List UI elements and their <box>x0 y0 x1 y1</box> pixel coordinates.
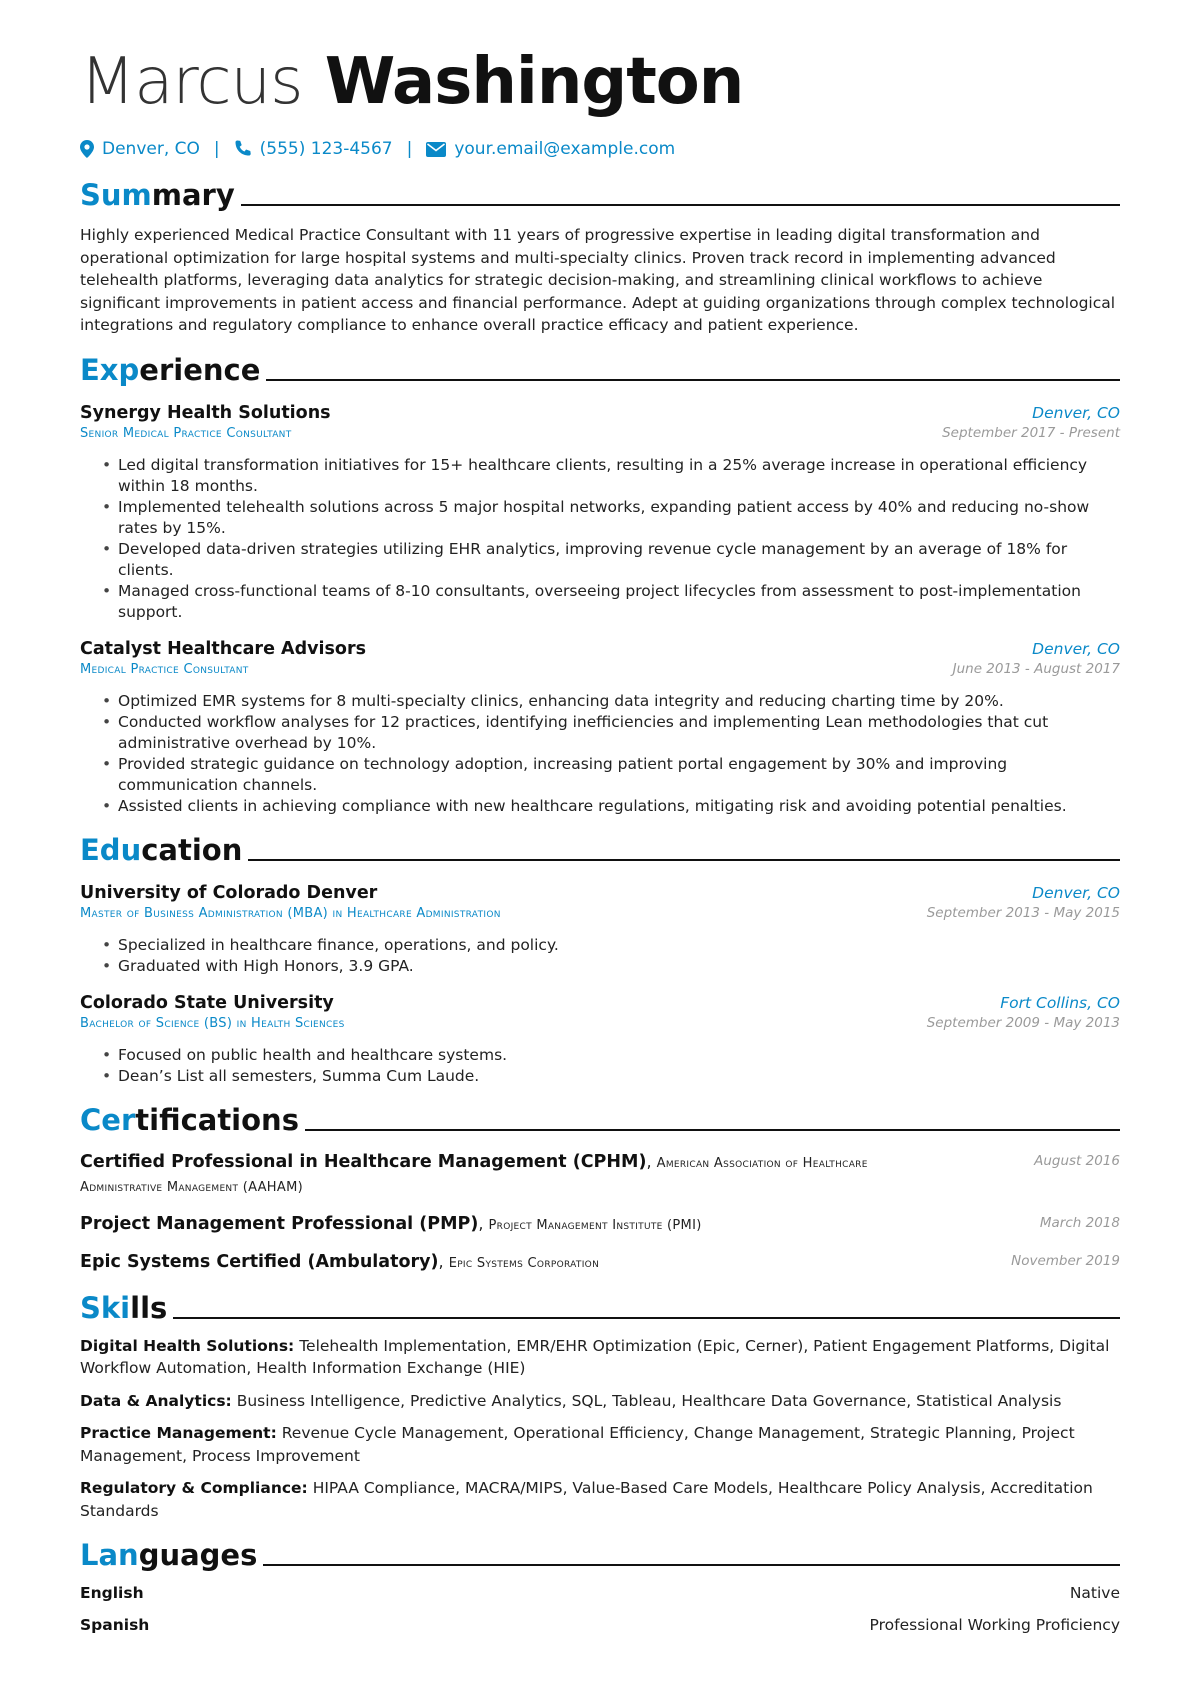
certification-title: Project Management Professional (PMP) <box>80 1213 479 1234</box>
contact-separator: | <box>406 139 413 159</box>
certification-date: August 2016 <box>1034 1152 1120 1169</box>
certification-issuer: American Association of Healthcare Administrative Management (AAHAM) <box>80 1155 868 1195</box>
experience-entry <box>80 403 1120 623</box>
section-rule <box>248 859 1120 861</box>
achievement-list <box>80 691 1120 817</box>
list-item: • Provided strategic guidance on technology adoption, increasing patient portal engagement by 30% and improving communication channels. <box>118 754 1120 796</box>
degree-title: Master of Business Administration (MBA) in Healthcare Administration <box>80 905 501 921</box>
contact-phone[interactable] <box>234 139 393 159</box>
heading-rest: lls <box>130 1290 168 1325</box>
heading-accent: Lan <box>80 1538 139 1572</box>
employer-name: Catalyst Healthcare Advisors <box>80 638 366 659</box>
list-item: • Developed data-driven strategies utilizing EHR analytics, improving revenue cycle management by an average of 18% for clients. <box>118 539 1120 581</box>
section-rule <box>266 379 1120 381</box>
first-name: Marcus <box>80 45 303 119</box>
contact-separator: | <box>213 139 220 159</box>
map-pin-icon <box>80 140 94 158</box>
contact-location <box>80 139 200 159</box>
envelope-icon <box>426 142 446 157</box>
job-location: Denver, CO <box>1032 639 1120 658</box>
experience-entry <box>80 639 1120 817</box>
skill-items: Business Intelligence, Predictive Analytics, SQL, Tableau, Healthcare Data Governance, Statistical Analysis <box>236 1391 1062 1410</box>
list-item: • Optimized EMR systems for 8 multi-specialty clinics, enhancing data integrity and reducing charting time by 20%. <box>118 691 1120 712</box>
employer-name: Synergy Health Solutions <box>80 402 331 423</box>
heading-rest: mary <box>151 178 235 212</box>
skill-group <box>80 1422 1120 1467</box>
job-location: Denver, CO <box>1032 403 1120 422</box>
job-title: Medical Practice Consultant <box>80 661 249 677</box>
phone-text: (555) 123-4567 <box>259 139 393 159</box>
heading-rest: guages <box>138 1538 258 1572</box>
education-details <box>80 935 1120 977</box>
heading-accent: Exp <box>80 352 140 387</box>
language-name: English <box>80 1584 144 1602</box>
languages-heading <box>80 1536 1120 1572</box>
certification-issuer: Epic Systems Corporation <box>448 1255 600 1271</box>
skill-items: Revenue Cycle Management, Operational Efficiency, Change Management, Strategic Planning, Project Management, Process Improvement <box>80 1424 1075 1465</box>
language-level: Native <box>1069 1584 1120 1602</box>
summary-heading <box>80 176 1120 212</box>
language-name: Spanish <box>80 1616 150 1634</box>
phone-icon <box>234 140 252 158</box>
heading-rest: erience <box>139 352 261 387</box>
school-location: Denver, CO <box>1032 883 1120 902</box>
achievement-list <box>80 455 1120 623</box>
heading-rest: cation <box>141 832 243 867</box>
job-dates: June 2013 - August 2017 <box>952 660 1120 677</box>
heading-rest: tifications <box>135 1102 299 1137</box>
contact-line <box>80 136 1120 162</box>
heading-accent: Edu <box>80 832 142 867</box>
certification-title: Epic Systems Certified (Ambulatory) <box>80 1251 439 1272</box>
list-item: • Assisted clients in achieving compliance with new healthcare regulations, mitigating risk and avoiding potential penalties. <box>118 796 1120 817</box>
certification-item: Project Management Professional (PMP), Project Management Institute (PMI) March 2018 <box>80 1213 1120 1237</box>
section-rule <box>241 204 1120 206</box>
heading-accent: Sum <box>80 178 152 212</box>
section-rule <box>173 1317 1120 1319</box>
education-entry <box>80 883 1120 977</box>
skill-items: Telehealth Implementation, EMR/EHR Optimization (Epic, Cerner), Patient Engagement Platforms, Digital Workflow Automation, Health Information Exchange (HIE) <box>80 1336 1110 1377</box>
skill-category: Digital Health Solutions: <box>80 1336 295 1355</box>
heading-accent: Ski <box>80 1290 131 1325</box>
skill-category: Regulatory & Compliance: <box>80 1479 308 1497</box>
last-name: Washington <box>324 45 744 119</box>
list-item: • Dean’s List all semesters, Summa Cum Laude. <box>118 1066 1120 1087</box>
job-dates: September 2017 - Present <box>942 424 1120 441</box>
list-item: • Implemented telehealth solutions across 5 major hospital networks, expanding patient access by 40% and reducing no-show rates by 15%. <box>118 497 1120 539</box>
location-text: Denver, CO <box>102 139 200 159</box>
skills-heading <box>80 1289 1120 1325</box>
language-row <box>80 1582 1120 1604</box>
list-item: • Specialized in healthcare finance, operations, and policy. <box>118 935 1120 956</box>
certifications-heading <box>80 1101 1120 1137</box>
section-rule <box>305 1129 1120 1131</box>
list-item: • Graduated with High Honors, 3.9 GPA. <box>118 956 1120 977</box>
school-location: Fort Collins, CO <box>1000 993 1120 1012</box>
email-link[interactable]: your.email@example.com <box>454 139 676 159</box>
skill-category: Practice Management: <box>80 1424 277 1442</box>
summary-text: Highly experienced Medical Practice Consultant with 11 years of progressive expertise in leading digital transformation and operational optimization for large hospital systems and multi-specialty clinics. Proven track record in implementing advanced telehealth platforms, leveraging data analytics for strategic decision-making, and streamlining clinical workflows to achieve significant improvements in patient access and financial performance. Adept at guiding organizations through complex technological integrations and regulatory compliance to enhance overall practice efficacy and patient experience. <box>80 226 1116 334</box>
certification-date: November 2019 <box>1011 1252 1120 1269</box>
certification-date: March 2018 <box>1039 1214 1120 1231</box>
skill-items: HIPAA Compliance, MACRA/MIPS, Value-Based Care Models, Healthcare Policy Analysis, Accreditation Standards <box>80 1479 1093 1520</box>
list-item: • Conducted workflow analyses for 12 practices, identifying inefficiencies and implementing Lean methodologies that cut administrative overhead by 10%. <box>118 712 1120 754</box>
candidate-name <box>80 0 1120 122</box>
job-title: Senior Medical Practice Consultant <box>80 425 292 441</box>
certification-item: Epic Systems Certified (Ambulatory), Epic Systems Corporation November 2019 <box>80 1251 1120 1275</box>
language-level: Professional Working Proficiency <box>869 1616 1120 1634</box>
skill-group <box>80 1390 1120 1413</box>
study-dates: September 2013 - May 2015 <box>926 904 1120 921</box>
school-name: University of Colorado Denver <box>80 882 378 903</box>
education-details <box>80 1045 1120 1087</box>
certification-issuer: Project Management Institute (PMI) <box>488 1217 702 1233</box>
certification-title: Certified Professional in Healthcare Management (CPHM) <box>80 1151 647 1172</box>
skill-category: Data & Analytics: <box>80 1391 232 1410</box>
study-dates: September 2009 - May 2013 <box>926 1014 1120 1031</box>
experience-heading <box>80 351 1120 387</box>
school-name: Colorado State University <box>80 992 334 1013</box>
education-entry <box>80 993 1120 1087</box>
list-item: • Focused on public health and healthcare systems. <box>118 1045 1120 1066</box>
language-row <box>80 1614 1120 1636</box>
section-rule <box>263 1564 1120 1566</box>
certification-item: Certified Professional in Healthcare Management (CPHM), American Association of Healthcare Administrative Management (AAHAM) August 2016 <box>80 1151 1120 1199</box>
list-item: • Managed cross-functional teams of 8-10 consultants, overseeing project lifecycles from assessment to post-implementation support. <box>118 581 1120 623</box>
contact-email[interactable] <box>426 139 675 159</box>
list-item: • Led digital transformation initiatives for 15+ healthcare clients, resulting in a 25% average increase in operational efficiency within 18 months. <box>118 455 1120 497</box>
skill-group <box>80 1477 1120 1522</box>
skill-group <box>80 1335 1120 1380</box>
education-heading <box>80 831 1120 867</box>
degree-title: Bachelor of Science (BS) in Health Sciences <box>80 1015 345 1031</box>
heading-accent: Cer <box>80 1102 136 1137</box>
